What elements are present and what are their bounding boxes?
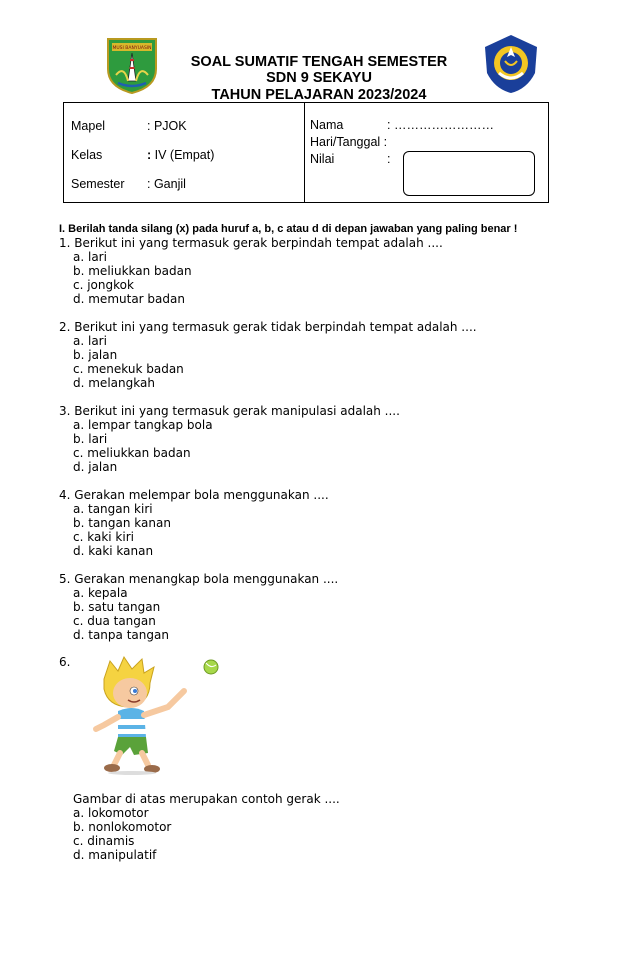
question-text: 3. Berikut ini yang termasuk gerak manipulasi adalah .... (59, 404, 400, 418)
option-a[interactable]: a. lari (73, 250, 107, 264)
question-6 (73, 792, 340, 862)
question-text: 2. Berikut ini yang termasuk gerak tidak berpindah tempat adalah .... (59, 320, 477, 334)
score-box[interactable] (403, 151, 535, 196)
option-d[interactable]: d. kaki kanan (73, 544, 154, 558)
question-text: Gambar di atas merupakan contoh gerak .... (73, 792, 340, 806)
nama-label: Nama (310, 118, 344, 132)
option-b[interactable]: b. nonlokomotor (73, 820, 172, 834)
kelas-text: IV (Empat) (151, 148, 215, 162)
academic-year: TAHUN PELAJARAN 2023/2024 (211, 87, 427, 103)
question-1 (59, 236, 619, 306)
option-d[interactable]: d. manipulatif (73, 848, 157, 862)
kelas-value (147, 148, 214, 162)
option-b[interactable]: b. jalan (73, 348, 118, 362)
option-d[interactable]: d. melangkah (73, 376, 155, 390)
nilai-colon: : (387, 152, 391, 166)
option-c[interactable]: c. meliukkan badan (73, 446, 191, 460)
info-table (63, 102, 549, 203)
exam-title: SOAL SUMATIF TENGAH SEMESTER (190, 54, 448, 70)
option-b[interactable]: b. tangan kanan (73, 516, 171, 530)
option-a[interactable]: a. lokomotor (73, 806, 149, 820)
school-name: SDN 9 SEKAYU (266, 70, 372, 86)
semester-value: : Ganjil (147, 177, 186, 191)
option-a[interactable]: a. tangan kiri (73, 502, 153, 516)
question-5 (59, 572, 619, 642)
question-text: 1. Berikut ini yang termasuk gerak berpindah tempat adalah .... (59, 236, 443, 250)
boy-throwing-ball-illustration (88, 655, 223, 775)
nama-field[interactable]: : …………………… (387, 118, 494, 132)
option-d[interactable]: d. jalan (73, 460, 118, 474)
question-list (59, 236, 619, 642)
option-a[interactable]: a. lempar tangkap bola (73, 418, 213, 432)
hari-tanggal-label[interactable]: Hari/Tanggal : (310, 135, 388, 149)
info-divider (304, 103, 305, 202)
option-c[interactable]: c. dinamis (73, 834, 135, 848)
semester-label: Semester (71, 177, 125, 191)
logo-top-text: MUSI BANYUASIN (112, 46, 152, 51)
option-b[interactable]: b. lari (73, 432, 108, 446)
question-4 (59, 488, 619, 558)
option-c[interactable]: c. menekuk badan (73, 362, 184, 376)
question-2 (59, 320, 619, 390)
question-3 (59, 404, 619, 474)
nilai-label: Nilai (310, 152, 335, 166)
instruction: I. Berilah tanda silang (x) pada huruf a, b, c atau d di depan jawaban yang paling benar ! (59, 223, 518, 235)
option-b[interactable]: b. satu tangan (73, 600, 161, 614)
question-text: 4. Gerakan melempar bola menggunakan .... (59, 488, 329, 502)
option-c[interactable]: c. dua tangan (73, 614, 156, 628)
option-a[interactable]: a. kepala (73, 586, 128, 600)
option-c[interactable]: c. kaki kiri (73, 530, 134, 544)
option-d[interactable]: d. memutar badan (73, 292, 185, 306)
question-text: 5. Gerakan menangkap bola menggunakan .... (59, 572, 339, 586)
option-d[interactable]: d. tanpa tangan (73, 628, 169, 642)
kelas-label: Kelas (71, 148, 103, 162)
mapel-value: : PJOK (147, 119, 187, 133)
option-a[interactable]: a. lari (73, 334, 107, 348)
question-6-number: 6. (59, 655, 71, 669)
option-b[interactable]: b. meliukkan badan (73, 264, 192, 278)
mapel-label: Mapel (71, 119, 106, 133)
kelas-colon: : (147, 148, 152, 162)
option-c[interactable]: c. jongkok (73, 278, 134, 292)
